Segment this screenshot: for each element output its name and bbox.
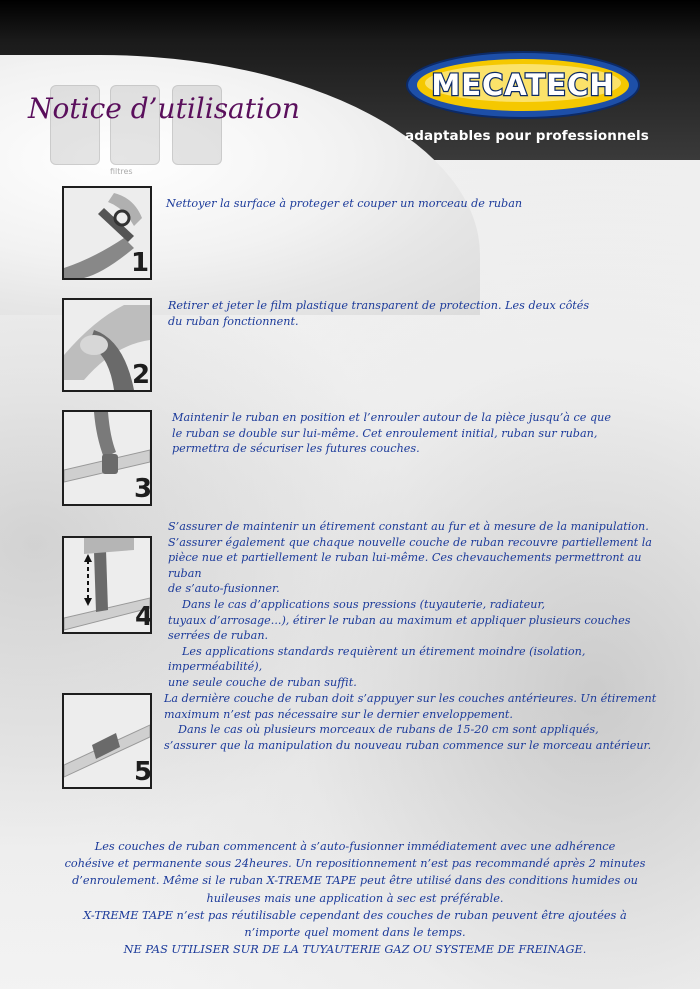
step-line: Retirer et jeter le film plastique transparent de protection. Les deux côtés	[168, 299, 590, 312]
footer-line: cohésive et permanente sous 24heures. Un repositionnement n’est pas recommandé après 2 minutes	[64, 857, 646, 871]
step-line: S’assurer également que chaque nouvelle couche de ruban recouvre partiellement la	[168, 535, 652, 549]
footer-line: huileuses mais une application à sec est préférable.	[206, 891, 504, 905]
footer-line: n’importe quel moment dans le temps.	[244, 926, 466, 940]
faint-label: filtres	[110, 167, 133, 176]
step-line: serrées de ruban.	[168, 629, 269, 643]
tagline: adaptables pour professionnels	[405, 128, 649, 144]
step-line: Dans le cas où plusieurs morceaux de rubans de 15-20 cm sont appliqués,	[178, 723, 599, 737]
footer-line: Les couches de ruban commencent à s’auto-fusionner immédiatement avec une adhérence	[94, 840, 616, 853]
step-line: La dernière couche de ruban doit s’appuyer sur les couches antérieures. Un étirement	[164, 692, 657, 705]
svg-text:MECATECH: MECATECH	[431, 68, 615, 102]
footer-line: d’enroulement. Même si le ruban X-TREME TAPE peut être utilisé dans des conditions humides ou	[72, 874, 638, 888]
page-title: Notice d’utilisation	[28, 92, 300, 125]
step-line: permettra de sécuriser les futures couches.	[172, 442, 420, 456]
footer-warning: NE PAS UTILISER SUR DE LA TUYAUTERIE GAZ OU SYSTEME DE FREINAGE.	[123, 943, 587, 957]
step-2-text	[168, 298, 648, 329]
step-2-number: 2	[132, 360, 151, 390]
step-line: de s’auto-fusionner.	[168, 582, 280, 596]
step-line: S’assurer de maintenir un étirement constant au fur et à mesure de la manipulation.	[168, 520, 649, 533]
step-3-text	[172, 410, 652, 457]
step-4-number: 4	[135, 602, 154, 632]
step-4-text	[168, 519, 668, 691]
step-line: Les applications standards requièrent un étirement moindre (isolation, imperméabilité),	[168, 644, 586, 674]
mecatech-logo	[405, 50, 641, 120]
step-line: une seule couche de ruban suffit.	[168, 675, 357, 689]
step-line: Maintenir le ruban en position et l’enrouler autour de la pièce jusqu’à ce que	[172, 411, 611, 424]
step-line: Nettoyer la surface à proteger et couper un morceau de ruban	[166, 197, 523, 210]
step-line: pièce nue et partiellement le ruban lui-même. Ces chevauchements permettront au ruban	[168, 551, 642, 580]
step-line: s’assurer que la manipulation du nouveau ruban commence sur le morceau antérieur.	[164, 738, 652, 752]
footer-line: X-TREME TAPE n’est pas réutilisable cependant des couches de ruban peuvent être ajoutées à	[83, 908, 627, 922]
step-1-number: 1	[131, 248, 150, 278]
step-line: le ruban se double sur lui-même. Cet enroulement initial, ruban sur ruban,	[172, 426, 598, 440]
step-line: Dans le cas d’applications sous pressions (tuyauterie, radiateur,	[182, 597, 546, 611]
step-5-number: 5	[134, 757, 153, 787]
footer-notes	[55, 838, 655, 958]
step-1-text	[166, 196, 646, 212]
step-5-text	[164, 691, 664, 753]
step-line: du ruban fonctionnent.	[168, 314, 299, 328]
step-3-number: 3	[134, 474, 153, 504]
step-line: tuyaux d’arrosage...), étirer le ruban au maximum et appliquer plusieurs couches	[168, 613, 631, 627]
step-line: maximum n’est pas nécessaire sur le dernier enveloppement.	[164, 707, 513, 721]
